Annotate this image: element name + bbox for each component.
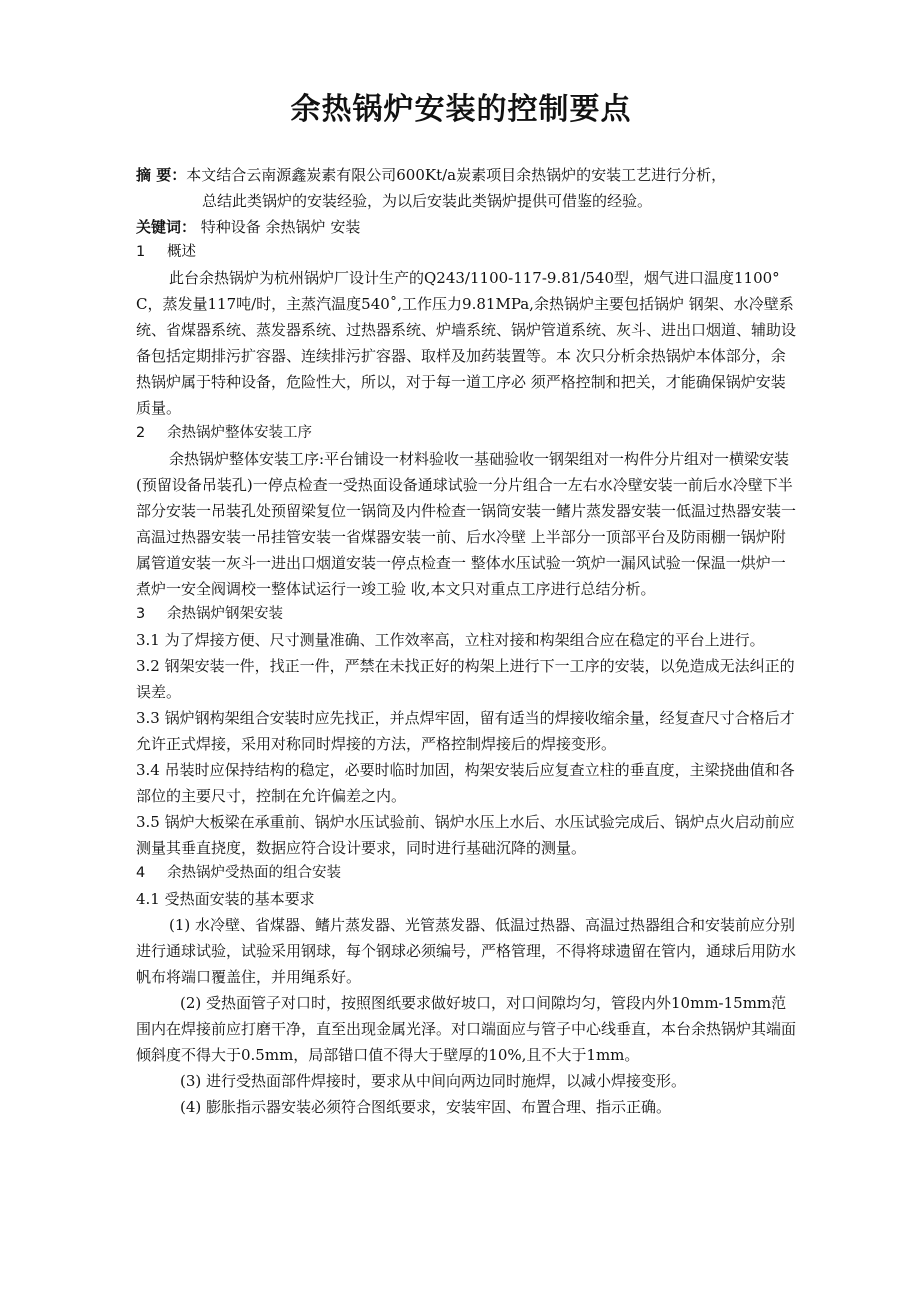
abstract-label: 摘 要： — [136, 166, 187, 184]
section-heading-2 — [136, 421, 798, 446]
keywords-label: 关键词： — [136, 218, 197, 236]
section-4-item-2: (2) 受热面管子对口时，按照图纸要求做好坡口，对口间隙均匀，管段内外10mm-15mm范围内在焊接前应打磨干净，直至出现金属光泽。对口端面应与管子中心线垂直，本台余热锅炉其端面倾斜度不得大于0.5mm，局部错口值不得大于壁厚的10%,且不大于1mm。 — [136, 994, 797, 1064]
keywords-value: 特种设备 余热锅炉 安装 — [196, 218, 361, 236]
keywords — [136, 214, 798, 240]
section-number: 1 — [136, 244, 146, 260]
section-heading-3 — [136, 602, 798, 627]
section-4-subheading: 4.1 受热面安装的基本要求 — [136, 890, 315, 908]
section-3-item-1: 3.1 为了焊接方便、尺寸测量准确、工作效率高，立柱对接和构架组合应在稳定的平台上进行。 — [136, 631, 765, 649]
abstract-line-2: 总结此类锅炉的安装经验，为以后安装此类锅炉提供可借鉴的经验。 — [202, 192, 653, 210]
section-number: 2 — [136, 425, 146, 441]
section-1-paragraph: 此台余热锅炉为杭州锅炉厂设计生产的Q243/1100-117-9.81/540型，烟气进口温度1100° C，蒸发量117吨/时，主蒸汽温度540˚,工作压力9.81MPa,余热锅炉主要包括锅炉 钢架、水冷壁系统、省煤器系统、蒸发器系统、过热器系统、炉墙系统、锅炉管道系统、灰斗、进出口烟道、辅助设备包括定期排污扩容器、连续排污扩容器、取样及加药装置等。本 次只分析余热锅炉本体部分，余热锅炉属于特种设备，危险性大，所以，对于每一道工序必 须严格控制和把关，才能确保锅炉安装质量。 — [136, 269, 797, 417]
section-3-item-3: 3.3 锅炉钢构架组合安装时应先找正，并点焊牢固，留有适当的焊接收缩余量，经复查尺寸合格后才允许正式焊接，采用对称同时焊接的方法，严格控制焊接后的焊接变形。 — [136, 709, 795, 753]
section-3-item-5: 3.5 锅炉大板梁在承重前、锅炉水压试验前、锅炉水压上水后、水压试验完成后、锅炉点火启动前应测量其垂直挠度，数据应符合设计要求，同时进行基础沉降的测量。 — [136, 813, 795, 857]
section-heading-1 — [136, 240, 798, 265]
section-3-item-4: 3.4 吊装时应保持结构的稳定，必要时临时加固，构架安装后应复查立柱的垂直度，主梁挠曲值和各部位的主要尺寸，控制在允许偏差之内。 — [136, 761, 795, 805]
section-number: 4 — [136, 865, 146, 881]
abstract-line-1: 本文结合云南源鑫炭素有限公司600Kt/a炭素项目余热锅炉的安装工艺进行分析， — [186, 166, 727, 184]
section-title: 余热锅炉整体安装工序 — [167, 425, 312, 441]
section-4-item-1: (1) 水冷壁、省煤器、鳍片蒸发器、光管蒸发器、低温过热器、高温过热器组合和安装前应分别进行通球试验，试验采用钢球，每个钢球必须编号，严格管理，不得将球遗留在管内，通球后用防水帆布将端口覆盖住，并用绳系好。 — [136, 916, 797, 986]
abstract — [136, 162, 798, 214]
section-2-paragraph: 余热锅炉整体安装工序:平台铺设一材料验收一基础验收一钢架组对一构件分片组对一横梁安装(预留设备吊装孔)一停点检查一受热面设备通球试验一分片组合一左右水冷壁安装一前后水冷壁下半部分安装一吊装孔处预留梁复位一锅筒及内件检查一锅筒安装一鳍片蒸发器安装一低温过热器安装一高温过热器安装一吊挂管安装一省煤器安装一前、后水冷壁 上半部分一顶部平台及防雨棚一锅炉附属管道安装一灰斗一进出口烟道安装一停点检查一 整体水压试验一筑炉一漏风试验一保温一烘炉一煮炉一安全阀调校一整体试运行一竣工验 收,本文只对重点工序进行总结分析。 — [136, 450, 797, 598]
section-4-item-4: (4) 膨胀指示器安装必须符合图纸要求，安装牢固、布置合理、指示正确。 — [180, 1098, 672, 1116]
page-title: 余热锅炉安装的控制要点 — [290, 92, 632, 127]
section-title: 余热锅炉钢架安装 — [167, 606, 283, 622]
section-title: 概述 — [167, 244, 196, 260]
section-title: 余热锅炉受热面的组合安装 — [167, 865, 341, 881]
section-number: 3 — [136, 606, 146, 622]
section-3-item-2: 3.2 钢架安装一件，找正一件，严禁在未找正好的构架上进行下一工序的安装，以免造成无法纠正的误差。 — [136, 657, 795, 701]
section-heading-4 — [136, 861, 798, 886]
section-4-item-3: (3) 进行受热面部件焊接时，要求从中间向两边同时施焊，以减小焊接变形。 — [180, 1072, 687, 1090]
